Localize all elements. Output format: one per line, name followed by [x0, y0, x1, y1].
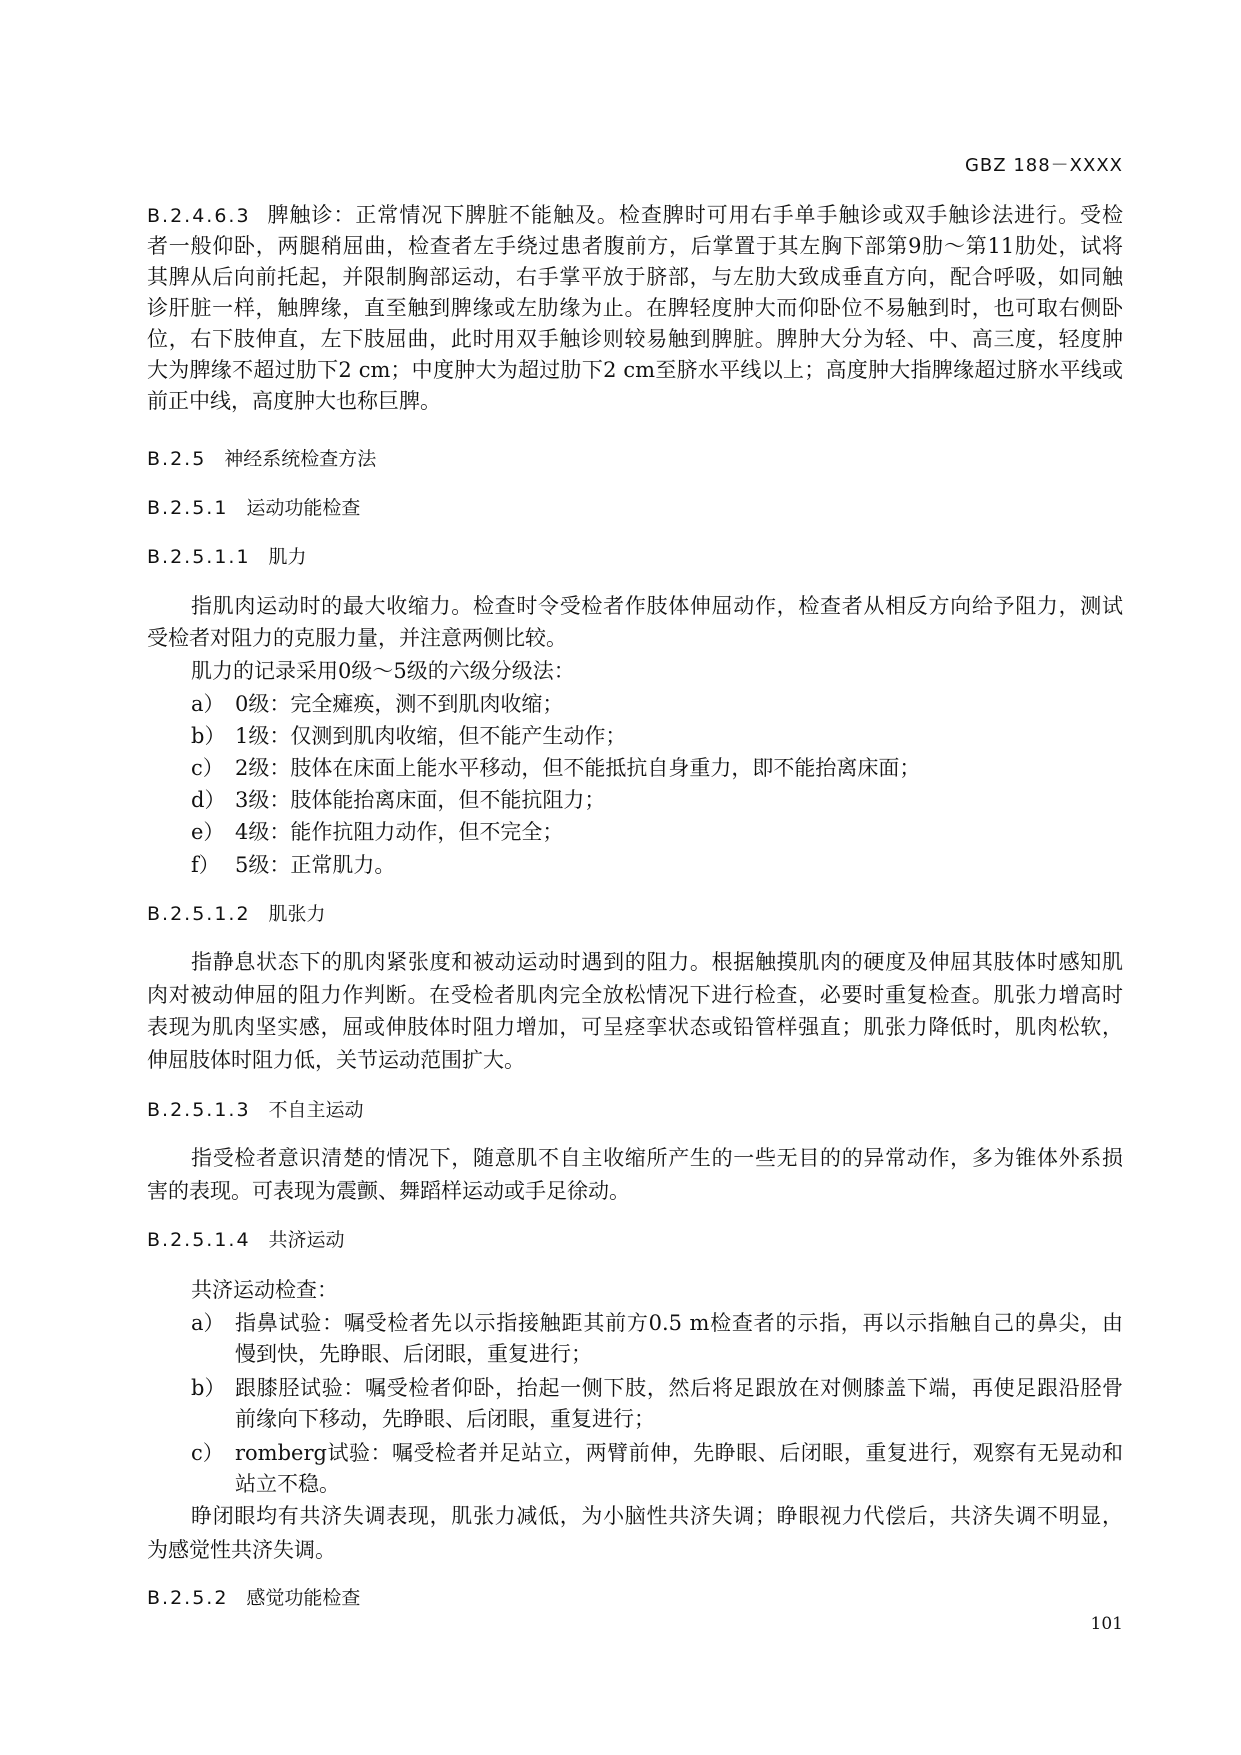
document-code: GBZ 188－XXXX	[964, 155, 1123, 176]
list-item: 2级：肢体在床面上能水平移动，但不能抵抗自身重力，即不能抬离床面；	[235, 756, 921, 780]
paragraph-line	[147, 203, 1123, 228]
paragraph-line: 指受检者意识清楚的情况下，随意肌不自主收缩所产生的一些无目的的异常动作，多为锥体外系损	[191, 1146, 1123, 1170]
list-item: 1级：仅测到肌肉收缩，但不能产生动作；	[235, 724, 627, 748]
list-item-line: romberg试验：嘱受检者并足站立，两臂前伸，先睁眼、后闭眼，重复进行，观察有无晃动和	[235, 1441, 1123, 1465]
heading-number: B.2.5.1.3	[147, 1099, 251, 1121]
paragraph-line: 前正中线，高度肿大也称巨脾。	[147, 389, 441, 413]
list-item: 5级：正常肌力。	[235, 853, 396, 877]
heading-b25	[147, 447, 1123, 471]
clause-number: B.2.4.6.3	[147, 205, 251, 227]
heading-title: 肌张力	[268, 903, 326, 925]
heading-title: 共济运动	[268, 1229, 345, 1251]
paragraph-line: 肉对被动伸屈的阻力作判断。在受检者肌肉完全放松情况下进行检查，必要时重复检查。肌张力增高时	[147, 983, 1123, 1007]
heading-b2511	[147, 545, 1123, 569]
list-marker: a）	[191, 1311, 225, 1335]
paragraph-line: 大为脾缘不超过肋下2 cm；中度肿大为超过肋下2 cm至脐水平线以上；高度肿大指脾缘超过脐水平线或	[147, 358, 1123, 382]
paragraph-line: 共济运动检查：	[191, 1278, 338, 1302]
list-marker: c）	[191, 756, 224, 780]
list-item-line: 站立不稳。	[235, 1472, 340, 1496]
paragraph-line: 伸屈肢体时阻力低，关节运动范围扩大。	[147, 1048, 525, 1072]
list-marker: b）	[191, 724, 226, 748]
list-item: 4级：能作抗阻力动作，但不完全；	[235, 820, 564, 844]
line-text: 脾触诊：正常情况下脾脏不能触及。检查脾时可用右手单手触诊或双手触诊法进行。受检	[266, 203, 1123, 227]
paragraph-line: 者一般仰卧，两腿稍屈曲，检查者左手绕过患者腹前方，后掌置于其左胸下部第9肋～第11肋处，试将	[147, 234, 1123, 258]
list-marker: b）	[191, 1376, 226, 1400]
list-item: 0级：完全瘫痪，测不到肌肉收缩；	[235, 692, 564, 716]
heading-number: B.2.5.2	[147, 1587, 229, 1609]
list-marker: c）	[191, 1441, 224, 1465]
heading-title: 神经系统检查方法	[224, 448, 377, 470]
heading-b2514	[147, 1228, 1123, 1252]
paragraph-line: 受检者对阻力的克服力量，并注意两侧比较。	[147, 626, 567, 650]
heading-b2513	[147, 1098, 1123, 1122]
heading-b2512	[147, 902, 1123, 926]
paragraph-line: 表现为肌肉坚实感，屈或伸肢体时阻力增加，可呈痉挛状态或铅管样强直；肌张力降低时，肌肉松软，	[147, 1015, 1123, 1039]
heading-number: B.2.5.1.2	[147, 903, 251, 925]
paragraph-line: 睁闭眼均有共济失调表现，肌张力减低，为小脑性共济失调；睁眼视力代偿后，共济失调不明显，	[191, 1504, 1123, 1528]
paragraph-line: 位，右下肢伸直，左下肢屈曲，此时用双手触诊则较易触到脾脏。脾肿大分为轻、中、高三度，轻度肿	[147, 327, 1123, 351]
paragraph-line: 为感觉性共济失调。	[147, 1538, 336, 1562]
list-item: 3级：肢体能抬离床面，但不能抗阻力；	[235, 788, 606, 812]
list-item-line: 跟膝胫试验：嘱受检者仰卧，抬起一侧下肢，然后将足跟放在对侧膝盖下端，再使足跟沿胫骨	[235, 1376, 1123, 1400]
list-item-line: 前缘向下移动，先睁眼、后闭眼，重复进行；	[235, 1407, 655, 1431]
list-marker: e）	[191, 820, 225, 844]
page-number: 101	[1090, 1614, 1123, 1634]
paragraph-line: 害的表现。可表现为震颤、舞蹈样运动或手足徐动。	[147, 1179, 630, 1203]
list-item-line: 慢到快，先睁眼、后闭眼，重复进行；	[235, 1342, 592, 1366]
heading-number: B.2.5.1.4	[147, 1229, 251, 1251]
heading-title: 不自主运动	[268, 1099, 364, 1121]
list-item-line: 指鼻试验：嘱受检者先以示指接触距其前方0.5 m检查者的示指，再以示指触自己的鼻尖，由	[235, 1311, 1123, 1335]
heading-number: B.2.5.1	[147, 497, 229, 519]
list-marker: a）	[191, 692, 225, 716]
heading-b252	[147, 1586, 1123, 1610]
paragraph-line: 诊肝脏一样，触脾缘，直至触到脾缘或左肋缘为止。在脾轻度肿大而仰卧位不易触到时，也可取右侧卧	[147, 296, 1123, 320]
paragraph-line: 指静息状态下的肌肉紧张度和被动运动时遇到的阻力。根据触摸肌肉的硬度及伸屈其肢体时感知肌	[191, 950, 1123, 974]
paragraph-line: 指肌肉运动时的最大收缩力。检查时令受检者作肢体伸屈动作，检查者从相反方向给予阻力，测试	[191, 594, 1123, 618]
heading-b251	[147, 496, 1123, 520]
heading-number: B.2.5.1.1	[147, 546, 251, 568]
heading-title: 运动功能检查	[246, 497, 361, 519]
heading-title: 感觉功能检查	[246, 1587, 361, 1609]
paragraph-line: 其脾从后向前托起，并限制胸部运动，右手掌平放于脐部，与左肋大致成垂直方向，配合呼吸，如同触	[147, 265, 1123, 289]
paragraph-line: 肌力的记录采用0级～5级的六级分级法：	[191, 659, 575, 683]
list-marker: f）	[191, 853, 220, 877]
heading-number: B.2.5	[147, 448, 207, 470]
list-marker: d）	[191, 788, 226, 812]
heading-title: 肌力	[268, 546, 307, 568]
